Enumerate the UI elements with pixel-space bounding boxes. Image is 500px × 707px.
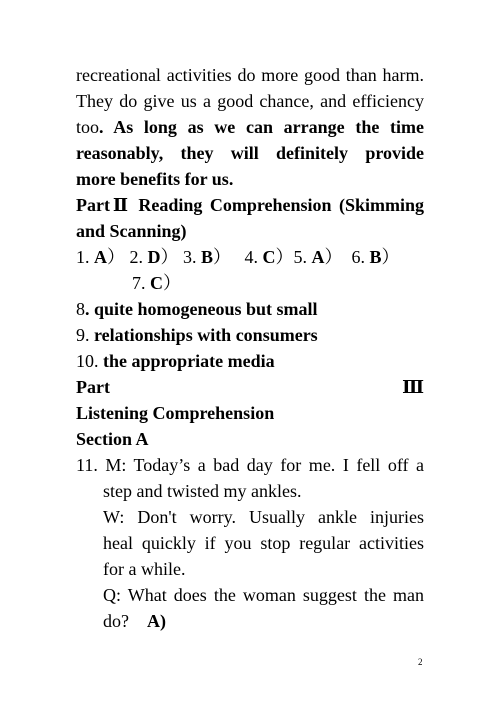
answer-number: 9.: [76, 325, 90, 345]
answer-3: [183, 247, 231, 267]
page-number: 2: [418, 657, 423, 667]
part3-title-text: Listening Comprehension: [76, 403, 275, 423]
answer-bracket: ）: [160, 247, 179, 267]
part2-heading-text: and Scanning): [76, 221, 187, 241]
answer-letter: C: [262, 247, 276, 267]
dialogue-line: step and twisted my ankles.: [103, 481, 302, 501]
answer-row: [76, 244, 424, 270]
answer-number: 1.: [76, 247, 90, 267]
answer-number: 10.: [76, 351, 99, 371]
page-content: [76, 62, 424, 634]
part3-heading: [76, 374, 424, 400]
paragraph-line: recreational activities do more good than harm.: [76, 65, 424, 85]
part2-heading: [76, 218, 424, 244]
answer-letter: C: [150, 273, 163, 293]
answer-letter: A: [94, 247, 107, 267]
answer-10: [76, 348, 424, 374]
part2-heading: [76, 192, 424, 218]
answer-text: the appropriate media: [98, 351, 275, 371]
answer-bracket: ）: [213, 247, 232, 267]
answer-bracket: ）: [275, 247, 294, 267]
answer-number: 8: [76, 299, 85, 319]
answer-2: [130, 247, 179, 267]
answer-9: [76, 322, 424, 348]
paragraph-line: They do give us a good chance, and efficiency: [76, 91, 424, 111]
part3-title: [76, 400, 424, 426]
answer-4: [245, 247, 294, 267]
part2-heading-text: PartⅡ Reading Comprehension (Skimming: [76, 195, 424, 215]
dialogue-line: W: Don't worry. Usually ankle injuries: [103, 507, 424, 527]
answer-number: 3.: [183, 247, 197, 267]
answer-bracket: ）: [381, 247, 400, 267]
dialogue-line: 11. M: Today’s a bad day for me. I fell off a: [76, 455, 424, 475]
paragraph-line: [76, 166, 424, 192]
answer-letter: A: [311, 247, 325, 267]
dialogue-line: heal quickly if you stop regular activities: [103, 533, 424, 553]
answer-letter: D: [147, 247, 161, 267]
part3-numeral: Ⅲ: [402, 377, 424, 397]
section-heading-text: Section A: [76, 429, 149, 449]
answer-5: [294, 247, 343, 267]
part3-word: Part: [76, 377, 110, 397]
answer-number: 4.: [244, 247, 259, 267]
answer-text: relationships with consumers: [89, 325, 318, 345]
dialogue-line: Q: What does the woman suggest the man: [103, 585, 424, 605]
dialogue-line: [76, 608, 424, 634]
answer-text: . quite homogeneous but small: [85, 299, 318, 319]
paragraph-bold-text: . As long as we can arrange the time: [99, 117, 424, 137]
answer-number: 5.: [293, 247, 308, 267]
answer-7: [132, 273, 181, 293]
answer-choice: A): [147, 611, 166, 631]
paragraph-line: [76, 140, 424, 166]
answer-1: [76, 247, 125, 267]
answer-bracket: ）: [107, 247, 125, 267]
question-text: do?: [103, 611, 129, 631]
answer-6: [352, 247, 400, 267]
paragraph-bold-text: reasonably, they will definitely provide: [76, 143, 424, 163]
dialogue-line: for a while.: [103, 559, 186, 579]
section-heading: [76, 426, 424, 452]
answer-bracket: ）: [163, 273, 181, 293]
answer-bracket: ）: [324, 247, 343, 267]
paragraph-line: [76, 114, 424, 140]
answer-8: [76, 296, 424, 322]
paragraph-bold-text: more benefits for us.: [76, 169, 234, 189]
answer-number: 6.: [351, 247, 366, 267]
answer-number: 7.: [132, 273, 146, 293]
answer-row: [76, 270, 424, 296]
answer-letter: B: [369, 247, 382, 267]
answer-number: 2.: [129, 247, 143, 267]
answer-letter: B: [201, 247, 214, 267]
paragraph-text: too: [76, 117, 100, 137]
